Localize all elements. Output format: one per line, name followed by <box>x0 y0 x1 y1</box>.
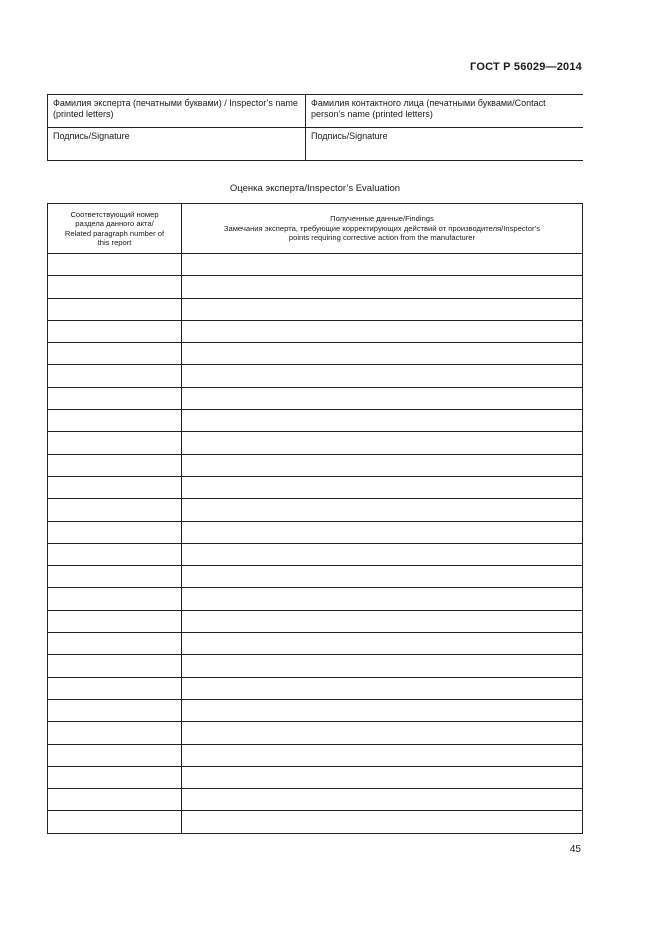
contact-name-cell[interactable] <box>306 95 583 128</box>
paragraph-number-cell[interactable] <box>48 343 182 365</box>
findings-cell[interactable] <box>182 254 583 276</box>
evaluation-row <box>48 722 583 744</box>
evaluation-row <box>48 320 583 342</box>
evaluation-row <box>48 677 583 699</box>
paragraph-number-cell[interactable] <box>48 410 182 432</box>
findings-cell[interactable] <box>182 789 583 811</box>
evaluation-row <box>48 633 583 655</box>
inspector-signature-cell[interactable] <box>48 128 306 161</box>
paragraph-number-cell[interactable] <box>48 521 182 543</box>
findings-cell[interactable] <box>182 298 583 320</box>
name-row <box>48 95 583 128</box>
header-line: Замечания эксперта, требующие корректирующих действий от производителя/Inspector’s <box>223 223 541 233</box>
paragraph-number-cell[interactable] <box>48 699 182 721</box>
header-line: Соответствующий номер <box>70 209 159 219</box>
header-line: this report <box>97 238 132 247</box>
paragraph-number-cell[interactable] <box>48 655 182 677</box>
signature-table <box>47 94 583 161</box>
evaluation-table <box>47 203 583 834</box>
findings-cell[interactable] <box>182 811 583 833</box>
findings-cell[interactable] <box>182 343 583 365</box>
evaluation-row <box>48 454 583 476</box>
evaluation-row <box>48 387 583 409</box>
evaluation-body <box>48 254 583 834</box>
paragraph-number-cell[interactable] <box>48 298 182 320</box>
paragraph-number-cell[interactable] <box>48 254 182 276</box>
evaluation-row <box>48 811 583 833</box>
paragraph-number-cell[interactable] <box>48 789 182 811</box>
findings-cell[interactable] <box>182 454 583 476</box>
evaluation-row <box>48 521 583 543</box>
evaluation-row <box>48 766 583 788</box>
evaluation-row <box>48 744 583 766</box>
evaluation-row <box>48 588 583 610</box>
evaluation-row <box>48 543 583 565</box>
findings-cell[interactable] <box>182 699 583 721</box>
findings-cell[interactable] <box>182 722 583 744</box>
evaluation-row <box>48 655 583 677</box>
evaluation-row <box>48 410 583 432</box>
findings-header <box>182 204 583 254</box>
paragraph-number-cell[interactable] <box>48 744 182 766</box>
evaluation-row <box>48 432 583 454</box>
findings-cell[interactable] <box>182 320 583 342</box>
evaluation-row <box>48 566 583 588</box>
paragraph-number-cell[interactable] <box>48 499 182 521</box>
paragraph-number-cell[interactable] <box>48 276 182 298</box>
findings-cell[interactable] <box>182 387 583 409</box>
evaluation-row <box>48 476 583 498</box>
findings-cell[interactable] <box>182 633 583 655</box>
evaluation-row <box>48 343 583 365</box>
evaluation-row <box>48 276 583 298</box>
signature-row <box>48 128 583 161</box>
inspector-name-label: Фамилия эксперта (печатными буквами) / Inspector’s name (printed letters) <box>53 98 298 119</box>
paragraph-number-header <box>48 204 182 254</box>
paragraph-number-cell[interactable] <box>48 610 182 632</box>
paragraph-number-cell[interactable] <box>48 432 182 454</box>
contact-name-label: Фамилия контактного лица (печатными буквами/Contact person’s name (printed letters) <box>311 98 546 119</box>
findings-cell[interactable] <box>182 521 583 543</box>
findings-cell[interactable] <box>182 655 583 677</box>
findings-cell[interactable] <box>182 365 583 387</box>
findings-cell[interactable] <box>182 432 583 454</box>
header-line: раздела данного акта/ <box>75 219 154 228</box>
evaluation-row <box>48 298 583 320</box>
evaluation-header-row <box>48 204 583 254</box>
paragraph-number-cell[interactable] <box>48 811 182 833</box>
evaluation-row <box>48 610 583 632</box>
contact-signature-cell[interactable] <box>306 128 583 161</box>
paragraph-number-cell[interactable] <box>48 677 182 699</box>
findings-cell[interactable] <box>182 543 583 565</box>
page-number: 45 <box>569 844 581 855</box>
evaluation-title: Оценка эксперта/Inspector’s Evaluation <box>229 183 401 194</box>
paragraph-number-cell[interactable] <box>48 588 182 610</box>
paragraph-number-cell[interactable] <box>48 454 182 476</box>
contact-signature-label: Подпись/Signature <box>311 131 388 141</box>
paragraph-number-cell[interactable] <box>48 476 182 498</box>
findings-cell[interactable] <box>182 766 583 788</box>
findings-cell[interactable] <box>182 677 583 699</box>
paragraph-number-cell[interactable] <box>48 633 182 655</box>
paragraph-number-cell[interactable] <box>48 387 182 409</box>
header-line: Полученные данные/Findings <box>330 214 434 224</box>
paragraph-number-cell[interactable] <box>48 320 182 342</box>
findings-cell[interactable] <box>182 410 583 432</box>
findings-cell[interactable] <box>182 276 583 298</box>
evaluation-row <box>48 789 583 811</box>
inspector-signature-label: Подпись/Signature <box>53 131 130 141</box>
evaluation-row <box>48 365 583 387</box>
paragraph-number-cell[interactable] <box>48 766 182 788</box>
evaluation-row <box>48 699 583 721</box>
findings-cell[interactable] <box>182 566 583 588</box>
findings-cell[interactable] <box>182 499 583 521</box>
header-line: Related paragraph number of <box>64 228 165 238</box>
findings-cell[interactable] <box>182 744 583 766</box>
inspector-name-cell[interactable] <box>48 95 306 128</box>
header-line: points requiring corrective action from the manufacturer <box>288 233 476 243</box>
evaluation-row <box>48 499 583 521</box>
paragraph-number-cell[interactable] <box>48 722 182 744</box>
paragraph-number-cell[interactable] <box>48 365 182 387</box>
standard-code: ГОСТ Р 56029—2014 <box>470 61 582 73</box>
findings-cell[interactable] <box>182 610 583 632</box>
paragraph-number-cell[interactable] <box>48 543 182 565</box>
evaluation-row <box>48 254 583 276</box>
paragraph-number-cell[interactable] <box>48 566 182 588</box>
findings-cell[interactable] <box>182 476 583 498</box>
findings-cell[interactable] <box>182 588 583 610</box>
